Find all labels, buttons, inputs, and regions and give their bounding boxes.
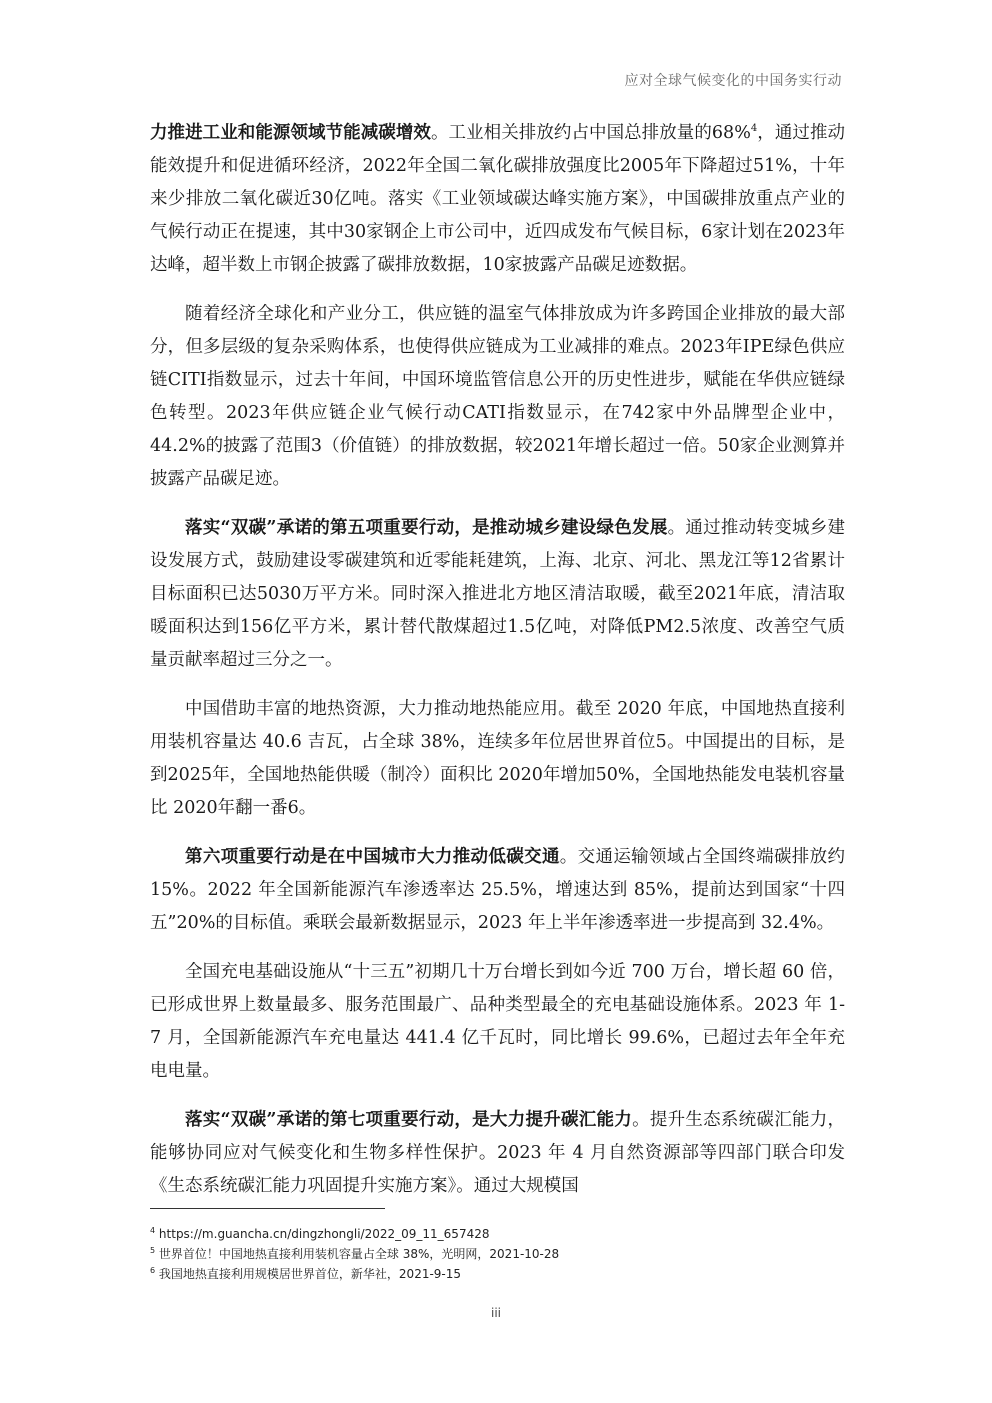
paragraph-text: 全国充电基础设施从“十三五”初期几十万台增长到如今近 700 万台，增长超 60 倍，已形成世界上数量最多、服务范围最广、品种类型最全的充电基础设施体系。2023 年 1-7 月，全国新能源汽车充电量达 441.4 亿千瓦时，同比增长 99.6%，已超过去年全年充电电量。	[150, 962, 845, 1081]
paragraph-urban-rural	[150, 512, 845, 677]
footnote-link[interactable]: https://m.guancha.cn/dingzhongli/2022_09_11_657428	[158, 1227, 490, 1241]
paragraph-industry	[150, 117, 845, 282]
paragraph-text: 随着经济全球化和产业分工，供应链的温室气体排放成为许多跨国企业排放的最大部分，但多层级的复杂采购体系，也使得供应链成为工业减排的难点。2023年IPE绿色供应链CITI指数显示，过去十年间，中国环境监管信息公开的历史性进步，赋能在华供应链绿色转型。2023年供应链企业气候行动CATI指数显示，在742家中外品牌型企业中，44.2%的披露了范围3（价值链）的排放数据，较2021年增长超过一倍。50家企业测算并披露产品碳足迹。	[150, 304, 845, 489]
footnote-text: 我国地热直接利用规模居世界首位，新华社，2021-9-15	[158, 1267, 462, 1281]
footnote-item	[150, 1244, 850, 1264]
paragraph-lead: 落实“双碳”承诺的第五项重要行动，是推动城乡建设绿色发展	[185, 518, 668, 538]
footnote-number: 5	[150, 1246, 156, 1255]
paragraph-charging	[150, 956, 845, 1088]
paragraph-transport	[150, 841, 845, 940]
footnote-number: 6	[150, 1266, 156, 1275]
paragraph-supply-chain	[150, 298, 845, 496]
paragraph-text: ，通过推动能效提升和促进循环经济，2022年全国二氧化碳排放强度比2005年下降超过51%，十年来少排放二氧化碳近30亿吨。落实《工业领域碳达峰实施方案》，中国碳排放重点产业的气候行动正在提速，其中30家钢企上市公司中，近四成发布气候目标，6家计划在2023年达峰，超半数上市钢企披露了碳排放数据，10家披露产品碳足迹数据。	[150, 123, 846, 275]
footnote-divider	[150, 1208, 385, 1209]
footnote-item	[150, 1224, 850, 1244]
paragraph-text: 中国借助丰富的地热资源，大力推动地热能应用。截至 2020 年底，中国地热直接利用装机容量达 40.6 吉瓦，占全球 38%，连续多年位居世界首位5。中国提出的目标，是到2025年，全国地热能供暖（制冷）面积比 2020年增加50%，全国地热能发电装机容量比 2020年翻一番6。	[150, 699, 845, 818]
body-text	[150, 117, 845, 1219]
footnotes	[150, 1224, 850, 1284]
paragraph-carbon-sink	[150, 1104, 845, 1203]
paragraph-text: 。工业相关排放约占中国总排放量的68%	[430, 123, 751, 143]
paragraph-geothermal	[150, 693, 845, 825]
page-number: iii	[490, 1306, 501, 1320]
footnote-text: 世界首位！中国地热直接利用装机容量占全球 38%，光明网，2021-10-28	[158, 1247, 560, 1261]
running-header: 应对全球气候变化的中国务实行动	[624, 73, 842, 89]
paragraph-lead: 力推进工业和能源领域节能减碳增效	[150, 123, 431, 143]
paragraph-lead: 第六项重要行动是在中国城市大力推动低碳交通	[185, 847, 560, 867]
footnote-item	[150, 1264, 850, 1284]
paragraph-text: 。提升生态系统碳汇能力，能够协同应对气候变化和生物多样性保护。2023 年 4 月自然资源部等四部门联合印发《生态系统碳汇能力巩固提升实施方案》。通过大规模国	[150, 1110, 845, 1196]
paragraph-text: 。交通运输领域占全国终端碳排放约 15%。2022 年全国新能源汽车渗透率达 25.5%，增速达到 85%，提前达到国家“十四五”20%的目标值。乘联会最新数据显示，2023 年上半年渗透率进一步提高到 32.4%。	[150, 847, 846, 933]
paragraph-text: 。通过推动转变城乡建设发展方式，鼓励建设零碳建筑和近零能耗建筑，上海、北京、河北、黑龙江等12省累计目标面积已达5030万平方米。同时深入推进北方地区清洁取暖，截至2021年底，清洁取暖面积达到156亿平方米，累计替代散煤超过1.5亿吨，对降低PM2.5浓度、改善空气质量贡献率超过三分之一。	[150, 518, 845, 670]
footnote-number: 4	[150, 1226, 156, 1235]
footnote-ref[interactable]: 4	[750, 123, 758, 135]
paragraph-lead: 落实“双碳”承诺的第七项重要行动，是大力提升碳汇能力	[185, 1110, 633, 1130]
